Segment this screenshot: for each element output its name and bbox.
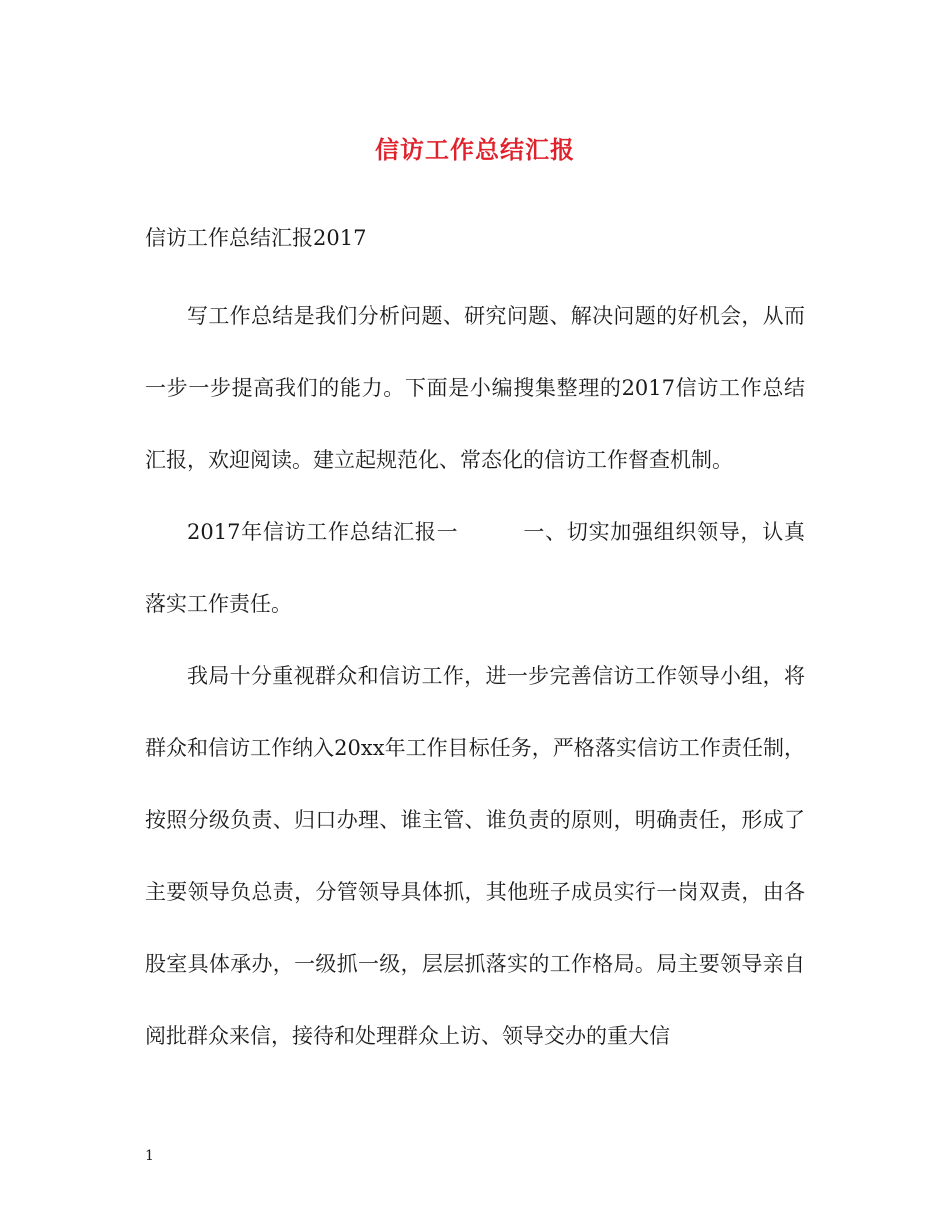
paragraph: 2017年信访工作总结汇报一 一、切实加强组织领导，认真落实工作责任。 — [145, 520, 805, 616]
document-title: 信访工作总结汇报 — [375, 135, 575, 164]
page-number: 1 — [145, 1148, 154, 1164]
document-body — [145, 280, 805, 1072]
paragraph: 我局十分重视群众和信访工作，进一步完善信访工作领导小组，将群众和信访工作纳入20xx年工作目标任务，严格落实信访工作责任制，按照分级负责、归口办理、谁主管、谁负责的原则，明确责任，形成了主要领导负总责，分管领导具体抓，其他班子成员实行一岗双责，由各股室具体承办，一级抓一级，层层抓落实的工作格局。局主要领导亲自阅批群众来信，接待和处理群众上访、领导交办的重大信 — [145, 664, 805, 1048]
document-subtitle: 信访工作总结汇报2017 — [145, 226, 367, 250]
paragraph: 写工作总结是我们分析问题、研究问题、解决问题的好机会，从而一步一步提高我们的能力。下面是小编搜集整理的2017信访工作总结汇报，欢迎阅读。建立起规范化、常态化的信访工作督查机制。 — [145, 304, 805, 472]
